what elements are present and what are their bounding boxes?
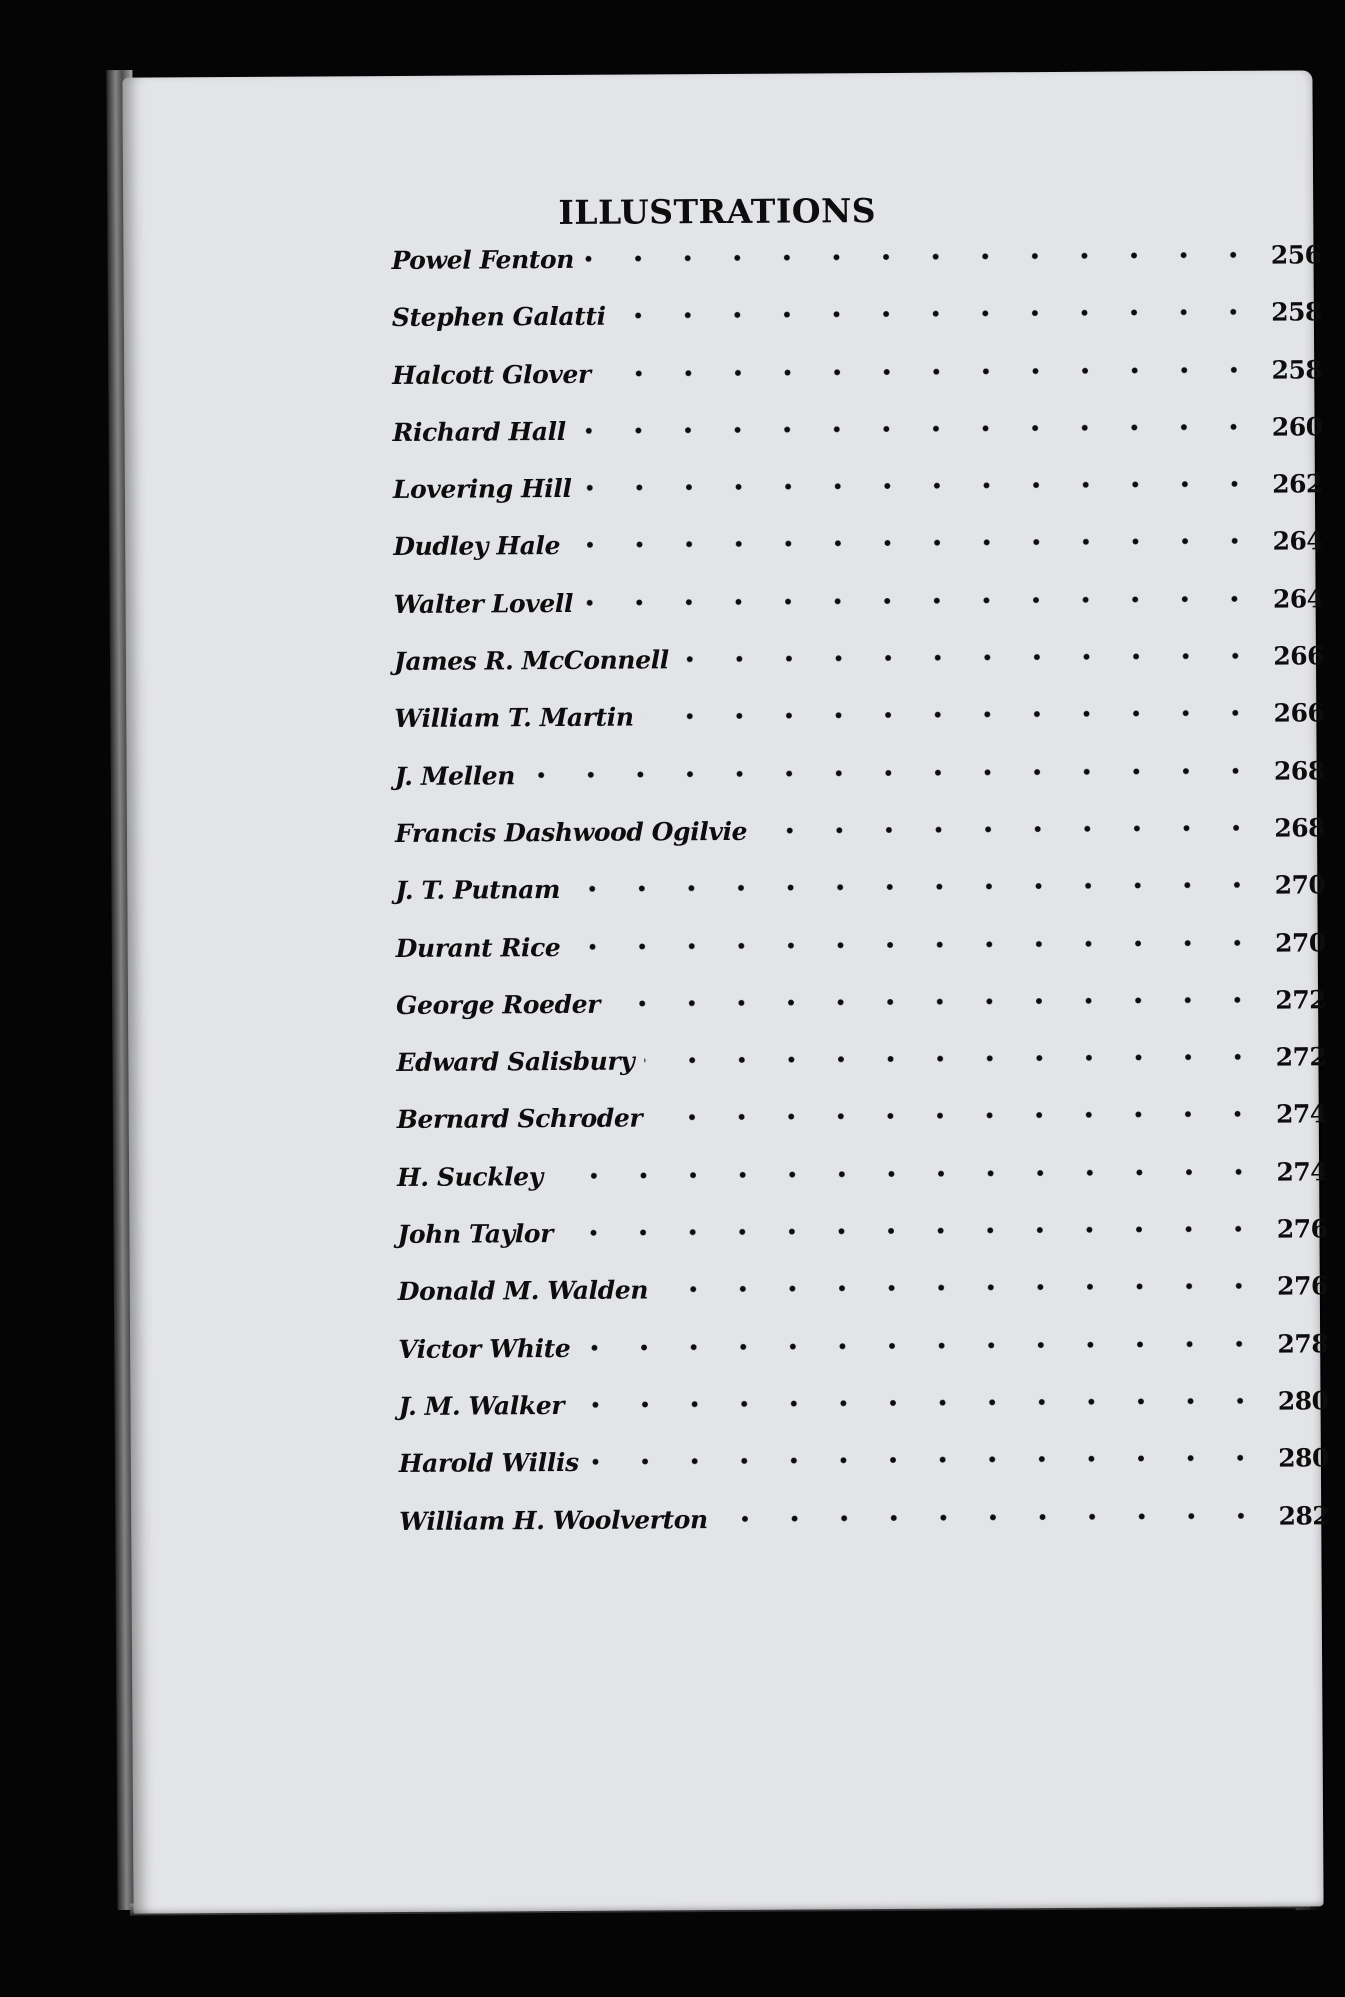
dot-leader (570, 936, 1261, 952)
dot-leader (570, 879, 1261, 895)
entry-name: Durant Rice (395, 932, 561, 963)
illustrations-list (391, 240, 1329, 1563)
dot-leader (718, 1509, 1266, 1524)
entry-name: Walter Lovell (393, 588, 574, 619)
entry-name: Powel Fenton (391, 244, 575, 276)
list-item (399, 1501, 1329, 1564)
entry-name: Francis Dashwood Ogilvie (394, 816, 748, 848)
list-item (392, 298, 1322, 361)
entry-page-number: 274 (1275, 1099, 1327, 1130)
dot-leader (580, 1337, 1264, 1353)
entry-name: Victor White (398, 1333, 571, 1364)
list-item (395, 871, 1325, 934)
dot-leader (644, 1051, 1262, 1067)
dot-leader (652, 1108, 1263, 1124)
entry-name: William H. Woolverton (399, 1504, 708, 1536)
entry-name: Dudley Hale (393, 531, 561, 562)
entry-page-number: 264 (1272, 584, 1324, 614)
list-item (396, 1042, 1326, 1105)
dot-leader (583, 592, 1260, 608)
entry-page-number: 274 (1276, 1157, 1328, 1187)
entry-page-number: 278 (1277, 1328, 1329, 1359)
dot-leader (574, 1395, 1264, 1411)
dot-leader (584, 249, 1258, 265)
list-item (393, 470, 1323, 533)
entry-name: George Roeder (395, 989, 601, 1020)
dot-leader (563, 1223, 1264, 1239)
dot-leader (610, 994, 1262, 1010)
dot-leader (616, 306, 1258, 322)
dot-leader (576, 421, 1259, 437)
list-item (392, 355, 1322, 418)
page-title: ILLUSTRATIONS (558, 191, 877, 232)
entry-page-number: 266 (1273, 698, 1325, 729)
dot-leader (589, 1452, 1265, 1468)
entry-page-number: 276 (1276, 1214, 1328, 1244)
list-item (394, 641, 1324, 704)
entry-page-number: 272 (1275, 985, 1327, 1015)
entry-page-number: 260 (1271, 412, 1323, 442)
dot-leader (679, 650, 1260, 666)
list-item (393, 527, 1323, 590)
list-item (399, 1444, 1329, 1507)
dot-leader (582, 478, 1259, 494)
entry-name: J. T. Putnam (395, 875, 561, 906)
entry-name: Edward Salisbury (396, 1046, 635, 1078)
entry-page-number: 280 (1277, 1386, 1329, 1416)
list-item (397, 1214, 1327, 1277)
dot-leader (553, 1165, 1263, 1181)
entry-page-number: 272 (1275, 1042, 1327, 1072)
entry-page-number: 258 (1271, 297, 1322, 327)
entry-page-number: 266 (1273, 641, 1325, 671)
list-item (391, 240, 1321, 303)
entry-page-number: 256 (1270, 240, 1322, 270)
entry-page-number: 282 (1278, 1500, 1330, 1531)
list-item (395, 813, 1325, 876)
list-item (394, 584, 1324, 647)
dot-leader (644, 707, 1261, 723)
entry-page-number: 262 (1272, 469, 1323, 499)
list-item (396, 985, 1326, 1048)
dot-leader (757, 822, 1261, 837)
entry-page-number: 268 (1273, 755, 1325, 786)
entry-name: Richard Hall (392, 416, 566, 447)
entry-name: J. M. Walker (398, 1390, 565, 1421)
entry-name: William T. Martin (394, 702, 634, 734)
dot-leader (570, 535, 1259, 551)
entry-name: Stephen Galatti (391, 302, 606, 333)
entry-page-number: 280 (1278, 1443, 1329, 1473)
list-item (394, 699, 1324, 762)
list-item (396, 928, 1326, 991)
list-item (397, 1157, 1327, 1220)
list-item (397, 1100, 1327, 1163)
list-item (395, 756, 1325, 819)
entry-name: John Taylor (397, 1219, 554, 1250)
book-page (122, 70, 1330, 1913)
entry-page-number: 270 (1274, 927, 1326, 958)
list-item (392, 412, 1322, 475)
entry-page-number: 264 (1272, 526, 1324, 557)
entry-page-number: 268 (1274, 813, 1326, 843)
entry-page-number: 270 (1274, 870, 1326, 900)
entry-page-number: 276 (1277, 1271, 1328, 1301)
dot-leader (525, 764, 1261, 780)
entry-name: H. Suckley (397, 1161, 543, 1192)
entry-name: J. Mellen (394, 760, 516, 791)
entry-page-number: 258 (1271, 354, 1323, 385)
list-item (398, 1272, 1328, 1335)
entry-name: Bernard Schroder (396, 1103, 643, 1135)
list-item (398, 1329, 1328, 1392)
entry-name: Donald M. Walden (397, 1275, 649, 1307)
dot-leader (658, 1280, 1264, 1296)
entry-name: James R. McConnell (393, 645, 669, 677)
list-item (398, 1386, 1328, 1449)
entry-name: Halcott Glover (392, 359, 591, 390)
dot-leader (601, 363, 1259, 379)
entry-name: Lovering Hill (392, 474, 572, 505)
entry-name: Harold Willis (398, 1448, 579, 1479)
